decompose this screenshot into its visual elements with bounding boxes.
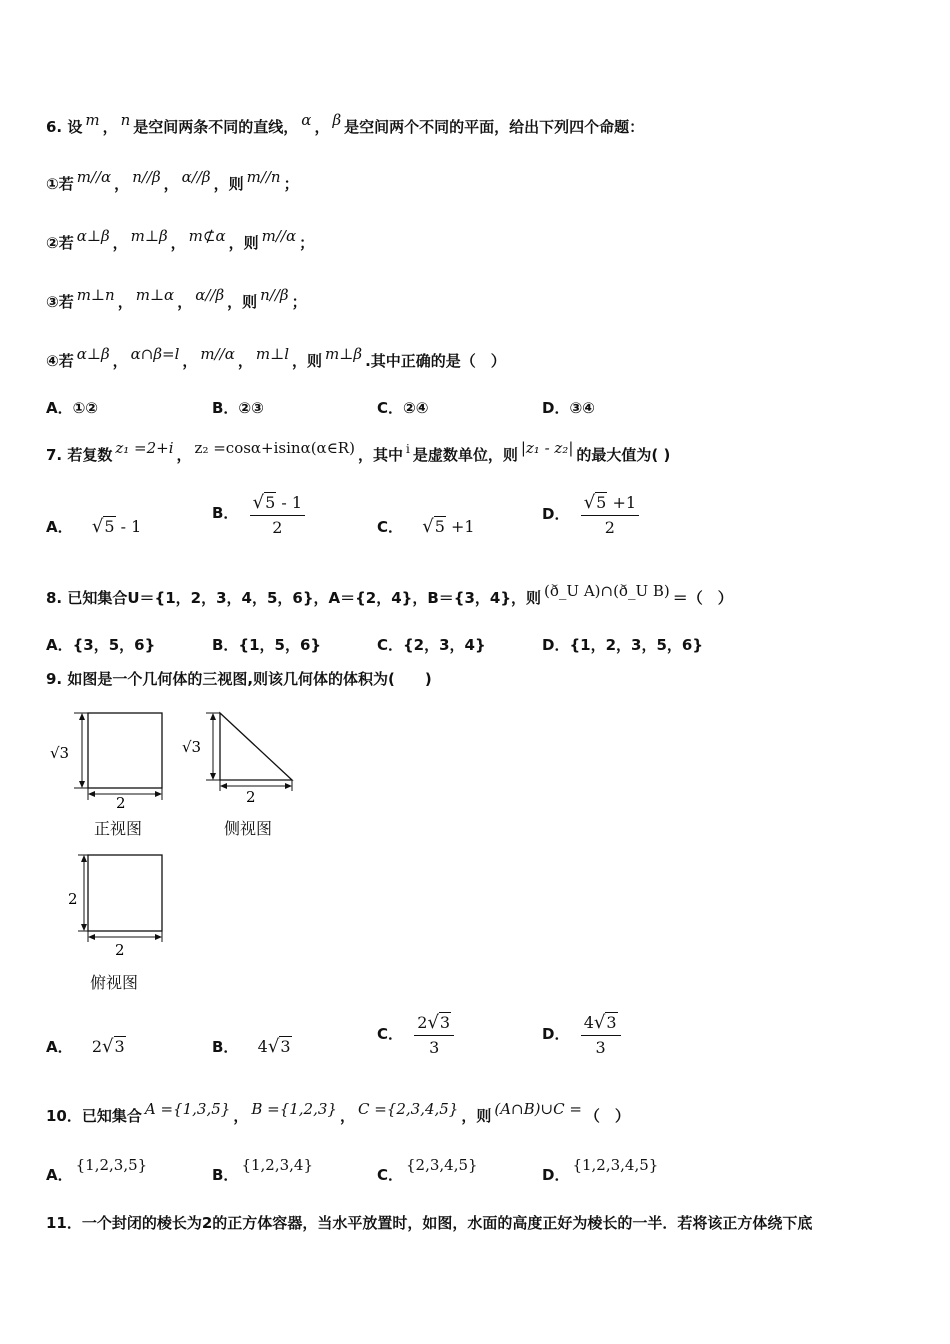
q6-stem: 6. 设 m ， n 是空间两条不同的直线， α ， β 是空间两个不同的平面，给出下列四个命题：: [46, 111, 645, 136]
q6-prop-3: ③若 m⊥n ， m⊥α ， α//β ，则 n//β ；: [46, 286, 307, 311]
front-view-label: 正视图: [94, 819, 143, 838]
q6-prop-4: ④若 α⊥β ， α∩β=l ， m//α ， m⊥l ，则 m⊥β .其中正确的是（ ）: [46, 345, 506, 370]
front-height-label: √3: [50, 744, 70, 762]
q11-stem: 11．一个封闭的棱长为2的正方体容器，当水平放置时，如图，水面的高度正好为棱长的一半．若将该正方体绕下底: [46, 1214, 813, 1232]
q10-stem: 10．已知集合 A ={1,3,5} ， B ={1,2,3} ， C ={2,3,4,5} ，则 (A∩B)∪C = （ ）: [46, 1100, 630, 1125]
side-view-triangle: [220, 713, 292, 780]
top-width-label: 2: [115, 941, 125, 959]
side-view-figure: [180, 706, 300, 808]
q10-option-d[interactable]: D．{1,2,3,4,5}: [542, 1156, 659, 1184]
q9-option-d[interactable]: D． $\frac{4√3}{3}$: [542, 1012, 621, 1057]
side-view-label: 侧视图: [224, 819, 273, 838]
q10-option-b[interactable]: B．{1,2,3,4}: [212, 1156, 314, 1184]
front-width-label: 2: [116, 794, 126, 810]
side-height-label: √3: [182, 738, 202, 756]
q10-option-a[interactable]: A．{1,2,3,5}: [46, 1156, 148, 1184]
q6-option-d[interactable]: D．③④: [542, 399, 595, 417]
q6-option-b[interactable]: B．②③: [212, 399, 264, 417]
front-view-figure: [46, 706, 168, 810]
q6-option-a[interactable]: A．①②: [46, 399, 99, 417]
q8-option-c[interactable]: C．{2，3，4}: [377, 636, 486, 654]
q8-option-b[interactable]: B．{1，5，6}: [212, 636, 322, 654]
q9-option-b[interactable]: B． 4√3: [212, 1036, 291, 1057]
q7-option-c[interactable]: C． √5 +1: [377, 516, 475, 537]
q7-option-d[interactable]: D． $\frac{√5 +1}{2}$: [542, 492, 639, 537]
q8-stem: 8. 已知集合U＝{1，2，3，4，5，6}，A＝{2，4}，B＝{3，4}，则 (ð_U A)∩(ð_U B) ＝（ ）: [46, 582, 733, 607]
q7-option-a[interactable]: A． √5 - 1: [46, 516, 142, 537]
top-height-label: 2: [68, 890, 78, 908]
q9-option-c[interactable]: C． $\frac{2√3}{3}$: [377, 1012, 454, 1057]
top-view-figure: [60, 848, 172, 960]
top-view-square: [88, 855, 162, 931]
q6-option-c[interactable]: C．②④: [377, 399, 429, 417]
q7-stem: 7. 若复数 z₁ =2+i ， z₂ =cosα+isinα(α∈R) ，其中 $^i$ 是虚数单位，则 |z₁ - z₂| 的最大值为( ): [46, 439, 671, 464]
top-view-label: 俯视图: [90, 973, 139, 992]
q6-prop-2: ②若 α⊥β ， m⊥β ， m⊄α ，则 m//α ；: [46, 227, 315, 252]
q9-option-a[interactable]: A． 2√3: [46, 1036, 125, 1057]
q6-prop-1: ①若 m//α ， n//β ， α//β ，则 m//n ；: [46, 168, 299, 193]
q10-option-c[interactable]: C．{2,3,4,5}: [377, 1156, 478, 1184]
q9-stem: 9. 如图是一个几何体的三视图,则该几何体的体积为( ): [46, 670, 432, 688]
side-width-label: 2: [246, 788, 256, 806]
q8-option-d[interactable]: D．{1，2，3，5，6}: [542, 636, 703, 654]
q8-option-a[interactable]: A．{3，5，6}: [46, 636, 156, 654]
q7-option-b[interactable]: B． $\frac{√5 - 1}{2}$: [212, 492, 305, 537]
front-view-square: [88, 713, 162, 788]
